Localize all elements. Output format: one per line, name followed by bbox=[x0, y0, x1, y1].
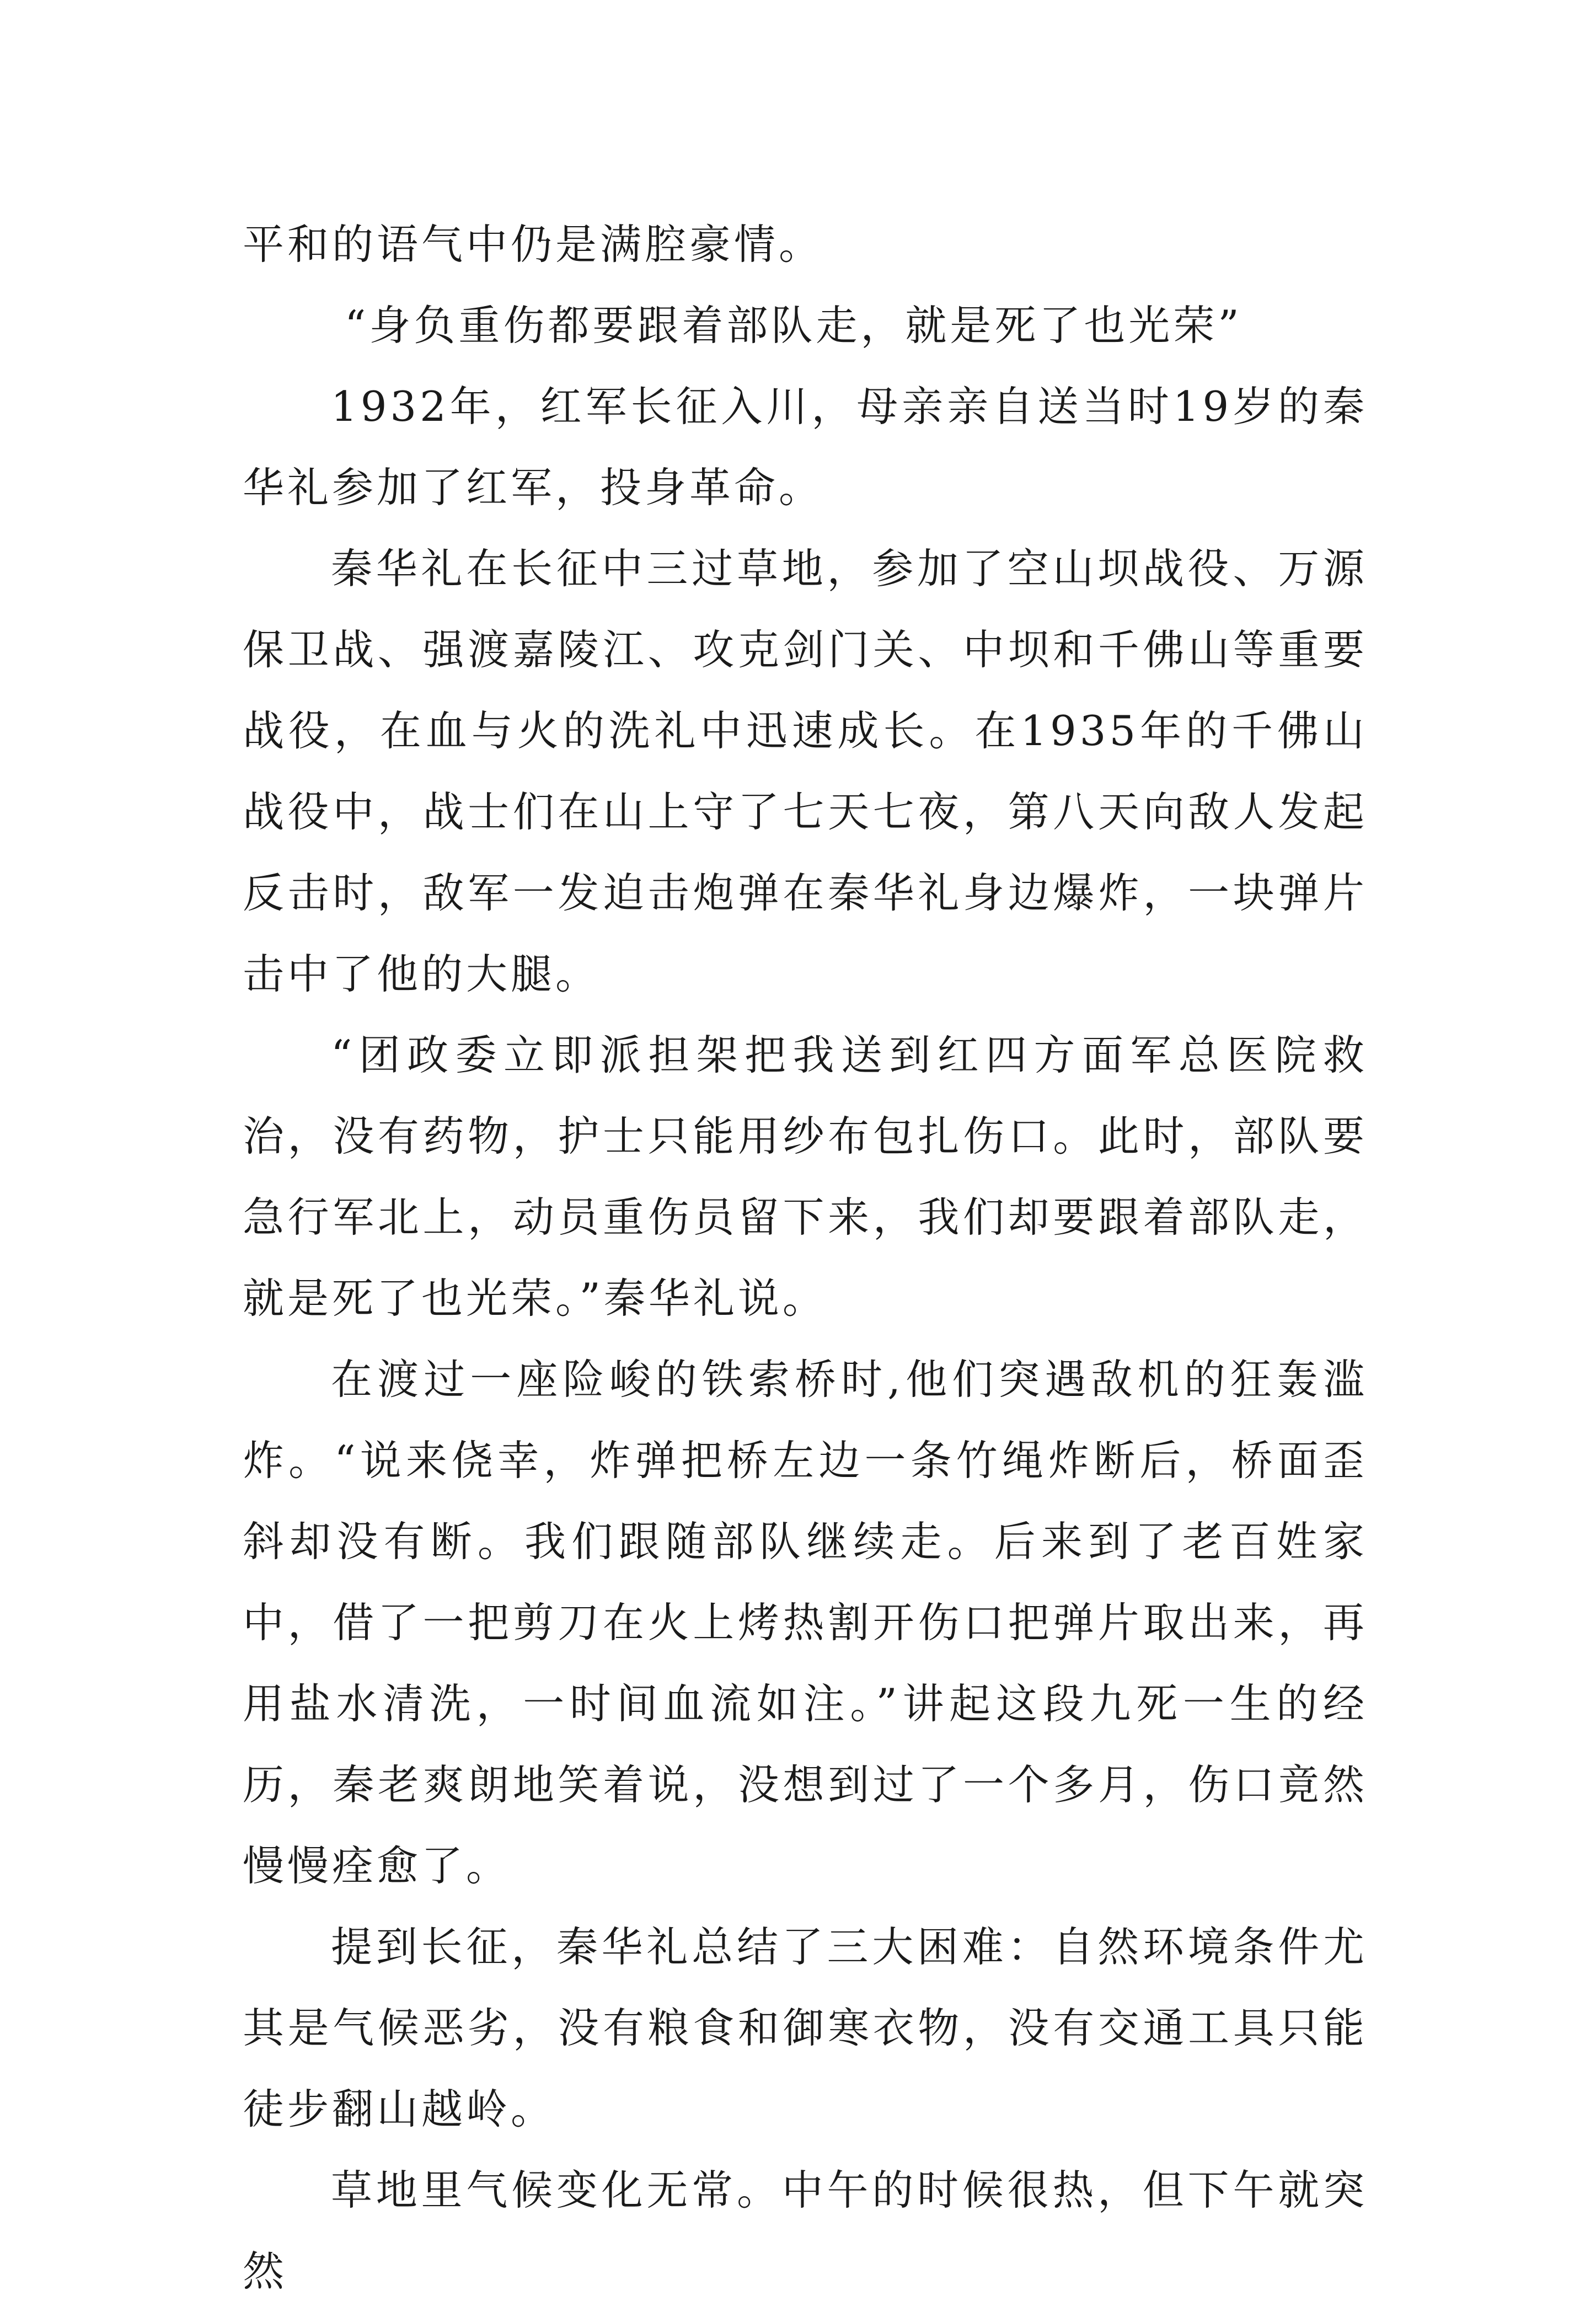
section-subheading: “身负重伤都要跟着部队走，就是死了也光荣” bbox=[345, 301, 1242, 350]
paragraph-grassland-weather: 草地里气候变化无常。中午的时候很热，但下午就突然 bbox=[243, 2166, 1368, 2295]
article-body bbox=[243, 204, 1368, 2312]
paragraph-quote-hospital: “团政委立即派担架把我送到红四方面军总医院救治，没有药物，护士只能用纱布包扎伤口。此时，部队要急行军北上，动员重伤员留下来，我们却要跟着部队走，就是死了也光荣。”秦华礼说。 bbox=[243, 1031, 1368, 1323]
paragraph-three-difficulties: 提到长征，秦华礼总结了三大困难：自然环境条件尤其是气候恶劣，没有粮食和御寒衣物，没有交通工具只能徒步翻山越岭。 bbox=[243, 1923, 1368, 2133]
paragraph-continuation: 平和的语气中仍是满腔豪情。 bbox=[243, 220, 824, 269]
paragraph-joining-red-army: 1932年，红军长征入川，母亲亲自送当时19岁的秦华礼参加了红军，投身革命。 bbox=[243, 382, 1368, 512]
paragraph-battles: 秦华礼在长征中三过草地，参加了空山坝战役、万源保卫战、强渡嘉陵江、攻克剑门关、中坝和千佛山等重要战役，在血与火的洗礼中迅速成长。在1935年的千佛山战役中，战士们在山上守了七天七夜，第八天向敌人发起反击时，敌军一发迫击炮弹在秦华礼身边爆炸，一块弹片击中了他的大腿。 bbox=[243, 544, 1368, 998]
paragraph-iron-bridge: 在渡过一座险峻的铁索桥时,他们突遇敌机的狂轰滥炸。“说来侥幸，炸弹把桥左边一条竹绳炸断后，桥面歪斜却没有断。我们跟随部队继续走。后来到了老百姓家中，借了一把剪刀在火上烤热割开伤口把弹片取出来，再用盐水清洗，一时间血流如注。”讲起这段九死一生的经历，秦老爽朗地笑着说，没想到过了一个多月，伤口竟然慢慢痊愈了。 bbox=[243, 1355, 1368, 1890]
